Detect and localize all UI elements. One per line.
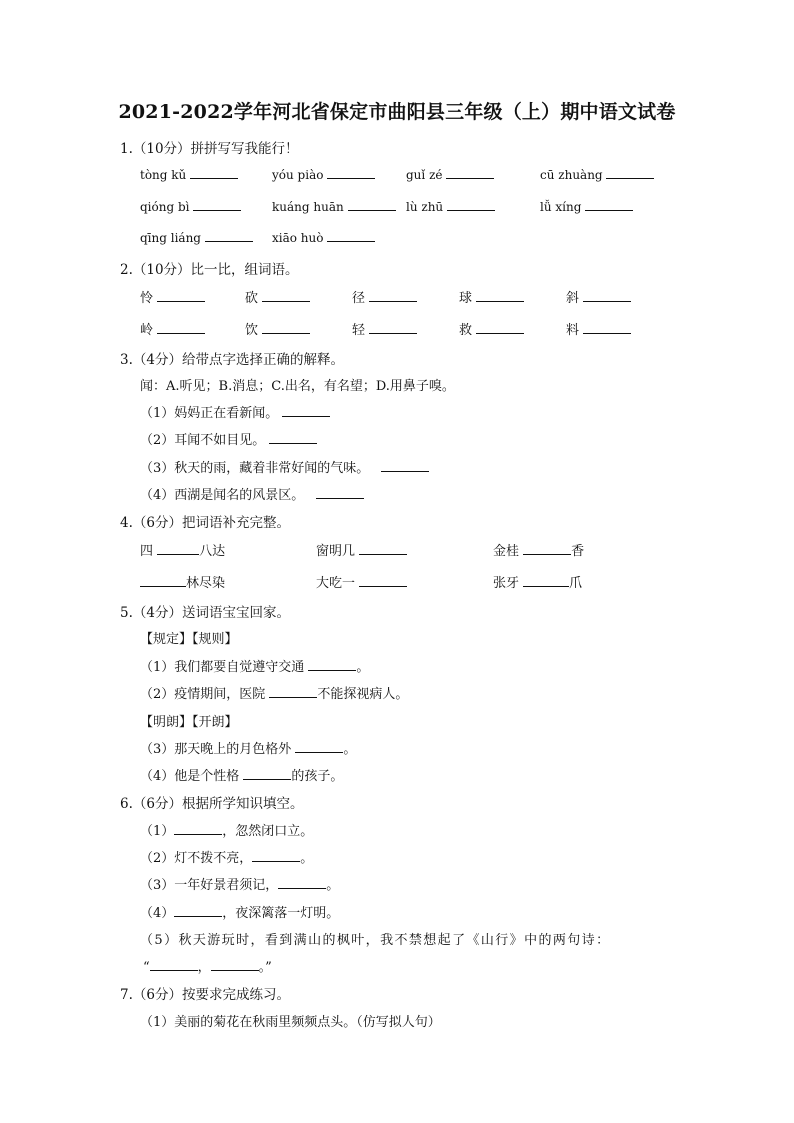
answer-blank[interactable] <box>447 198 495 211</box>
pinyin-item: kuáng huān <box>272 198 396 214</box>
idiom-item: 大吃一 <box>316 572 407 591</box>
compare-item: 径 <box>352 287 417 306</box>
answer-blank[interactable] <box>282 404 330 417</box>
pinyin-item: tòng kǔ <box>140 166 238 182</box>
question-7-heading: 7.（6分）按要求完成练习。 <box>120 987 290 1003</box>
answer-blank[interactable] <box>606 166 654 179</box>
compare-item: 斜 <box>566 287 631 306</box>
answer-blank[interactable] <box>308 658 356 671</box>
answer-blank[interactable] <box>269 685 317 698</box>
answer-blank[interactable] <box>381 459 429 472</box>
pinyin-item: xiāo huò <box>272 229 375 245</box>
answer-blank[interactable] <box>585 198 633 211</box>
answer-blank[interactable] <box>211 958 259 971</box>
compare-item: 岭 <box>140 319 205 338</box>
question-item: （3）那天晚上的月色格外 。 <box>140 742 357 757</box>
compare-item: 料 <box>566 319 631 338</box>
compare-item: 怜 <box>140 287 205 306</box>
answer-blank[interactable] <box>140 574 186 587</box>
answer-blank[interactable] <box>359 574 407 587</box>
answer-blank[interactable] <box>583 321 631 334</box>
question-item: （4） ，夜深篱落一灯明。 <box>140 906 340 921</box>
pinyin-item: cū zhuàng <box>540 166 654 182</box>
answer-blank[interactable] <box>174 904 222 917</box>
idiom-item: 林尽染 <box>140 572 225 591</box>
question-item: （3）一年好景君须记， 。 <box>140 878 340 893</box>
answer-blank[interactable] <box>205 229 253 242</box>
question-1-heading: 1.（10分）拼拼写写我能行！ <box>120 141 299 157</box>
answer-blank[interactable] <box>523 574 569 587</box>
answer-blank[interactable] <box>359 542 407 555</box>
question-2-heading: 2.（10分）比一比，组词语。 <box>120 262 299 278</box>
answer-blank[interactable] <box>476 289 524 302</box>
question-4-heading: 4.（6分）把词语补充完整。 <box>120 515 290 531</box>
answer-blank[interactable] <box>157 289 205 302</box>
answer-blank[interactable] <box>157 542 199 555</box>
answer-blank[interactable] <box>348 198 396 211</box>
pinyin-item: qióng bì <box>140 198 241 214</box>
pinyin-item: lù zhū <box>406 198 495 214</box>
question-item: （1） ，忽然闭口立。 <box>140 824 314 839</box>
idiom-item: 张牙 爪 <box>493 576 583 591</box>
answer-blank[interactable] <box>476 321 524 334</box>
pinyin-item: yóu piào <box>272 166 375 182</box>
question-item: （2）灯不拨不亮， 。 <box>140 851 314 866</box>
page-title: 2021-2022学年河北省保定市曲阳县三年级（上）期中语文试卷 <box>118 101 676 123</box>
pinyin-item: qīng liáng <box>140 229 253 245</box>
answer-blank[interactable] <box>523 542 571 555</box>
compare-item: 轻 <box>352 319 417 338</box>
answer-blank[interactable] <box>262 321 310 334</box>
word-group: 【规定】【规则】 <box>140 632 238 647</box>
question-6-heading: 6.（6分）根据所学知识填空。 <box>120 796 304 812</box>
compare-item: 砍 <box>245 287 310 306</box>
answer-blank[interactable] <box>327 166 375 179</box>
answer-blank[interactable] <box>157 321 205 334</box>
word-group: 【明朗】【开朗】 <box>140 715 238 730</box>
compare-item: 球 <box>459 287 524 306</box>
question-item: （4）西湖是闻名的风景区。 <box>140 484 364 503</box>
idiom-item: 四 八达 <box>140 544 226 559</box>
compare-item: 饮 <box>245 319 310 338</box>
answer-blank[interactable] <box>316 486 364 499</box>
question-5-heading: 5.（4分）送词语宝宝回家。 <box>120 605 290 621</box>
answer-blank[interactable] <box>190 166 238 179</box>
answer-blank[interactable] <box>269 431 317 444</box>
answer-blank[interactable] <box>369 321 417 334</box>
question-item: （1）妈妈正在看新闻。 <box>140 402 330 421</box>
answer-blank[interactable] <box>150 958 198 971</box>
question-item: （1）美丽的菊花在秋雨里频频点头。（仿写拟人句） <box>140 1015 441 1030</box>
idiom-item: 金桂 香 <box>493 544 585 559</box>
question-item: （4）他是个性格 的孩子。 <box>140 769 344 784</box>
idiom-item: 窗明几 <box>316 540 407 559</box>
answer-blank[interactable] <box>446 166 494 179</box>
answer-blank[interactable] <box>295 740 343 753</box>
answer-blank[interactable] <box>327 229 375 242</box>
answer-blank[interactable] <box>252 849 300 862</box>
question-item: （2）耳闻不如目见。 <box>140 429 317 448</box>
question-item: （5）秋天游玩时，看到满山的枫叶，我不禁想起了《山行》中的两句诗： <box>140 933 611 948</box>
question-3-heading: 3.（4分）给带点字选择正确的解释。 <box>120 352 344 368</box>
question-item: （3）秋天的雨，藏着非常好闻的气味。 <box>140 457 429 476</box>
answer-blank[interactable] <box>174 822 222 835</box>
compare-item: 救 <box>459 319 524 338</box>
pinyin-item: lǚ xíng <box>540 198 633 214</box>
definition-options: 闻：A.听见；B.消息；C.出名，有名望；D.用鼻子嗅。 <box>140 379 455 394</box>
answer-blank[interactable] <box>583 289 631 302</box>
pinyin-item: guǐ zé <box>406 166 494 182</box>
question-item: （2）疫情期间，医院 不能探视病人。 <box>140 687 409 702</box>
question-item: （1）我们都要自觉遵守交通 。 <box>140 660 370 675</box>
answer-blank[interactable] <box>243 767 291 780</box>
answer-blank[interactable] <box>369 289 417 302</box>
answer-blank[interactable] <box>278 876 326 889</box>
answer-blank[interactable] <box>193 198 241 211</box>
question-item: “ ， 。” <box>143 960 272 975</box>
answer-blank[interactable] <box>262 289 310 302</box>
